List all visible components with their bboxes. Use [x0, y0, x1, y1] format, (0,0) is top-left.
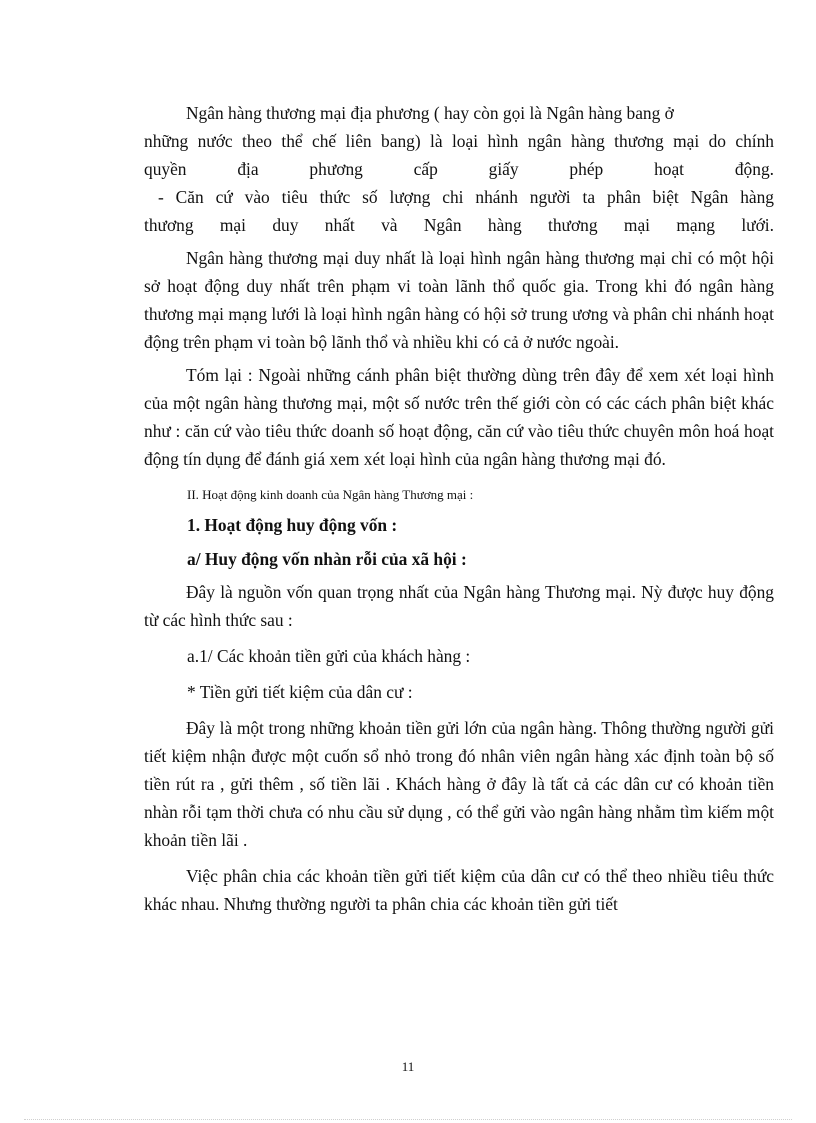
paragraph-p3: Ngân hàng thương mại duy nhất là loại hình ngân hàng thương mại chỉ có một hội sở hoạt động duy nhất trên phạm vi toàn lãnh thổ quốc gia. Trong khi đó ngân hàng thương mại mạng lưới là loại hình ngân hàng có hội sở trung ương và phân chi nhánh hoạt động trên phạm vi toàn bộ lãnh thổ và nhiều khi có cả ở nước ngoài.	[144, 248, 774, 352]
document-body	[144, 99, 774, 918]
paragraph-p1-line3: quyền địa phương cấp giấy phép hoạt động.	[144, 159, 774, 179]
list-item-star: * Tiền gửi tiết kiệm của dân cư :	[187, 682, 413, 702]
paragraph-p2-line1: - Căn cứ vào tiêu thức số lượng chi nhánh người ta phân biệt Ngân hàng	[158, 187, 774, 207]
paragraph-p7: Việc phân chia các khoản tiền gửi tiết kiệm của dân cư có thể theo nhiều tiêu thức khác nhau. Nhưng thường người ta phân chia các khoản tiền gửi tiết	[144, 866, 774, 914]
page-bottom-divider	[24, 1119, 792, 1120]
paragraph-p1-line2: những nước theo thể chế liên bang) là loại hình ngân hàng thương mại do chính	[144, 131, 774, 151]
heading-a: a/ Huy động vốn nhàn rỗi của xã hội :	[187, 549, 467, 569]
paragraph-p1-line1: Ngân hàng thương mại địa phương ( hay còn gọi là Ngân hàng bang ở	[186, 103, 674, 123]
list-item-a1: a.1/ Các khoản tiền gửi của khách hàng :	[187, 646, 471, 666]
paragraph-p2-line2: thương mại duy nhất và Ngân hàng thương mại mạng lưới.	[144, 215, 774, 235]
page-number: 11	[401, 1059, 415, 1074]
section-heading: II. Hoạt động kinh doanh của Ngân hàng Thương mại :	[187, 487, 474, 502]
heading-1: 1. Hoạt động huy động vốn :	[187, 515, 398, 535]
paragraph-p5: Đây là nguồn vốn quan trọng nhất của Ngân hàng Thương mại. Nỳ được huy động từ các hình thức sau :	[144, 582, 774, 630]
paragraph-p6: Đây là một trong những khoản tiền gửi lớn của ngân hàng. Thông thường người gửi tiết kiệm nhận được một cuốn sổ nhỏ trong đó nhân viên ngân hàng xác định toàn bộ số tiền rút ra , gửi thêm , số tiền lãi . Khách hàng ở đây là tất cả các dân cư có khoản tiền nhàn rỗi tạm thời chưa có nhu cầu sử dụng , có thể gửi vào ngân hàng nhằm tìm kiếm một khoản tiền lãi .	[144, 718, 774, 850]
paragraph-p4: Tóm lại : Ngoài những cánh phân biệt thường dùng trên đây để xem xét loại hình của một ngân hàng thương mại, một số nước trên thế giới còn có các cách phân biệt khác như : căn cứ vào tiêu thức doanh số hoạt động, căn cứ vào tiêu thức chuyên môn hoá hoạt động tín dụng để đánh giá xem xét loại hình của ngân hàng thương mại đó.	[144, 365, 774, 469]
